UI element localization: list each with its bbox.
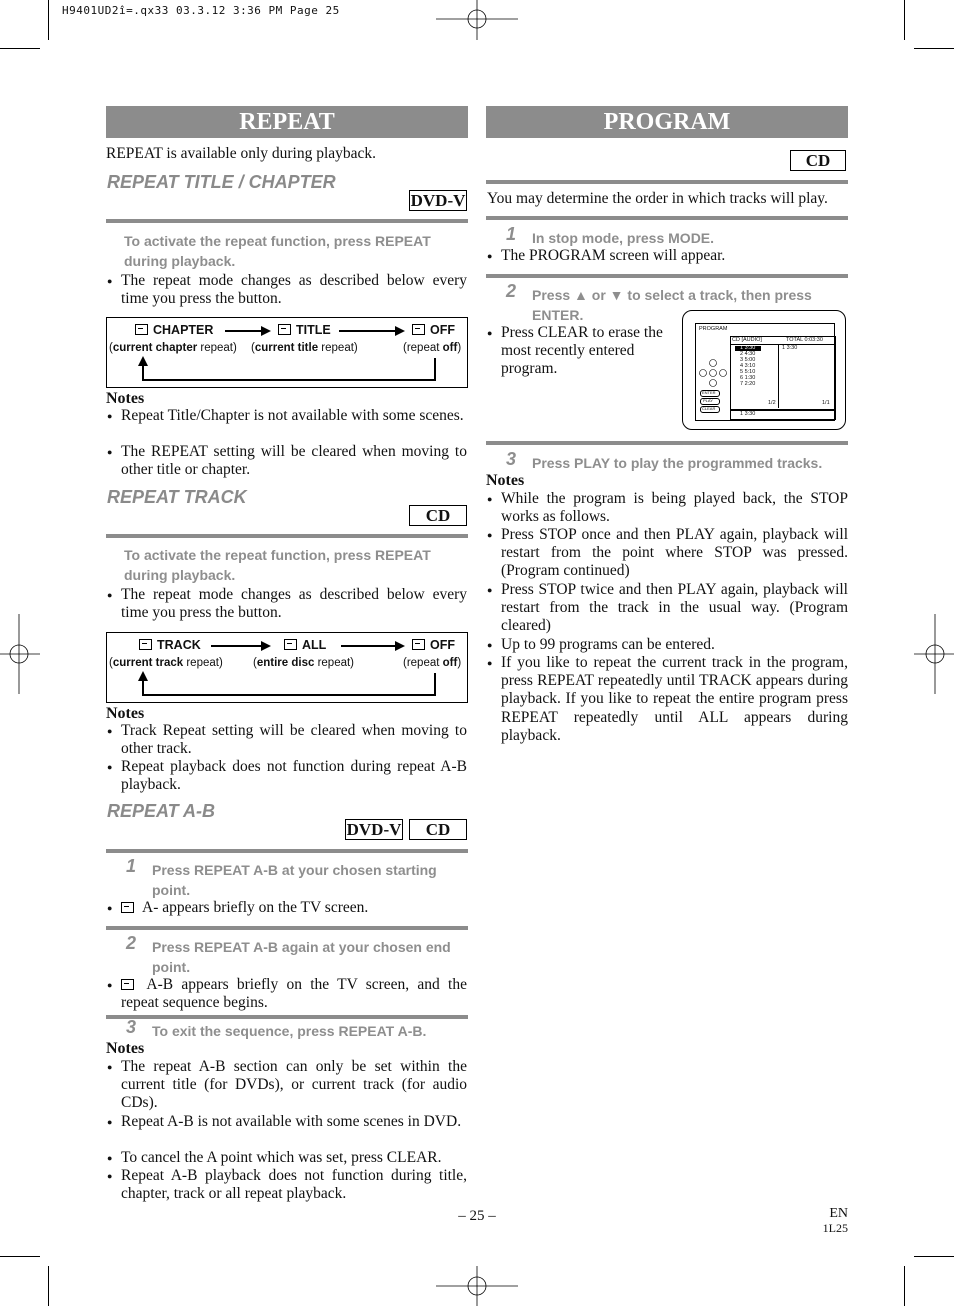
repeat-banner: REPEAT: [106, 106, 468, 138]
step-2: 2 Press REPEAT A-B again at your chosen end point.: [126, 933, 451, 975]
registration-mark: [436, 0, 518, 40]
registration-mark: [0, 614, 40, 694]
screen-display: [695, 323, 835, 421]
repeat-title-chapter-heading: REPEAT TITLE / CHAPTER: [107, 172, 336, 192]
mode-label-off: OFF: [412, 638, 455, 652]
notes-heading: Notes: [486, 472, 525, 489]
mode-label-title: TITLE: [278, 323, 331, 337]
track-row: 6 1:30: [740, 375, 756, 381]
note-item: ● Repeat A-B playback does not function during title, chapter, track or all repeat playback.: [107, 1167, 467, 1203]
section-rule: [486, 180, 848, 184]
track-row: 7 2:20: [740, 381, 756, 387]
cd-badge: CD: [790, 150, 846, 171]
screen-source: CD [AUDIO]: [732, 337, 762, 343]
note-item: ● Repeat playback does not function during repeat A-B playback.: [107, 758, 467, 794]
section-rule: [106, 1015, 468, 1019]
mode-desc-3: (repeat off): [403, 657, 462, 669]
track-row: 3 5:00: [740, 357, 756, 363]
repeat-icon: [121, 902, 134, 913]
step-instruction: To activate the repeat function, press REPEAT during playback.: [124, 233, 431, 269]
program-intro: You may determine the order in which tracks will play.: [487, 190, 828, 207]
step-1: 1 Press REPEAT A-B at your chosen starting point.: [126, 856, 437, 898]
note-item: ● To cancel the A point which was set, press CLEAR.: [107, 1149, 467, 1167]
program-banner: PROGRAM: [486, 106, 848, 138]
crop-mark: [914, 48, 954, 49]
bullet-item: ● A- appears briefly on the TV screen.: [107, 899, 467, 917]
section-rule: [486, 441, 848, 445]
note-item: ● Press STOP twice and then PLAY again, playback will restart from the track in the usual way. (Program cleared): [487, 581, 848, 636]
mode-label-all: ALL: [284, 638, 326, 652]
section-rule: [106, 926, 468, 930]
cd-badge: CD: [409, 505, 467, 526]
track-row: 5 5:10: [740, 369, 756, 375]
cursor-pad-icon: [698, 358, 728, 388]
section-rule: [106, 849, 468, 853]
note-item: ● Press STOP once and then PLAY again, playback will restart from the point where STOP was pressed. (Program continued): [487, 526, 848, 581]
note-item: ● Repeat A-B is not available with some scenes in DVD.: [107, 1113, 467, 1131]
print-slug: H9401UD2î=.qx33 03.3.12 3:36 PM Page 25: [62, 4, 340, 17]
page-indicator-right: 1/1: [822, 400, 830, 406]
step-1: 1 In stop mode, press MODE.: [506, 224, 715, 246]
dvd-v-badge: DVD-V: [346, 820, 402, 839]
mode-desc-3: (repeat off): [403, 342, 462, 354]
bullet-item: ● A-B appears briefly on the TV screen, and the repeat sequence begins.: [107, 976, 467, 1012]
notes-heading: Notes: [106, 1040, 145, 1057]
program-screen-illustration: [682, 310, 846, 430]
section-rule: [486, 216, 848, 220]
step-3: 3 To exit the sequence, press REPEAT A-B.: [126, 1017, 427, 1039]
crop-mark: [0, 1256, 40, 1257]
section-rule: [106, 534, 468, 538]
repeat-ab-heading: REPEAT A-B: [107, 801, 215, 821]
crop-mark: [48, 0, 49, 40]
repeat-track-heading: REPEAT TRACK: [107, 487, 247, 507]
screen-total: TOTAL 0:03:30: [786, 337, 823, 343]
track-row: 1 3:30: [740, 345, 756, 351]
notes-heading: Notes: [106, 390, 145, 407]
note-item: ● Track Repeat setting will be cleared when moving to other track.: [107, 722, 467, 758]
note-item: ● While the program is being played back, the STOP works as follows.: [487, 490, 848, 526]
section-rule: [106, 219, 468, 223]
crop-mark: [904, 0, 905, 40]
bullet-item: ● The repeat mode changes as described below every time you press the button.: [107, 586, 467, 622]
track-row: 4 3:10: [740, 363, 756, 369]
step-3: 3 Press PLAY to play the programmed tracks.: [506, 449, 823, 471]
track-row: 2 4:30: [740, 351, 756, 357]
mode-label-off: OFF: [412, 323, 455, 337]
page-indicator-left: 1/2: [768, 400, 776, 406]
page-number: – 25 –: [458, 1208, 496, 1224]
enter-key-label: ENTER: [702, 390, 716, 395]
note-item: ● Repeat Title/Chapter is not available with some scenes.: [107, 407, 467, 425]
section-rule: [486, 274, 848, 278]
repeat-mode-diagram-track: [106, 632, 468, 703]
repeat-icon: [121, 979, 134, 990]
loop-arrow-icon: [107, 633, 467, 702]
step-2: 2 Press ▲ or ▼ to select a track, then press ENTER.: [506, 281, 812, 323]
repeat-intro: REPEAT is available only during playback.: [106, 145, 377, 162]
bullet-item: ● The PROGRAM screen will appear.: [487, 247, 847, 265]
cd-badge: CD: [409, 819, 467, 840]
selected-track: 1 3:30: [740, 411, 756, 417]
note-item: ● Up to 99 programs can be entered.: [487, 636, 848, 654]
mode-desc-2: (current title repeat): [251, 342, 358, 354]
crop-mark: [904, 1266, 905, 1306]
mode-desc-1: (current chapter repeat): [109, 342, 237, 354]
language-code: EN: [829, 1206, 848, 1221]
loop-arrow-icon: [107, 318, 467, 387]
dvd-v-badge: DVD-V: [410, 191, 466, 210]
bullet-item: ● Press CLEAR to erase the most recently entered program.: [487, 324, 691, 379]
registration-mark: [914, 614, 954, 694]
registration-mark: [436, 1266, 518, 1306]
step-instruction: To activate the repeat function, press REPEAT during playback.: [124, 547, 431, 583]
notes-heading: Notes: [106, 705, 145, 722]
play-key-label: PLAY: [703, 398, 713, 403]
program-entry: 1 3:30: [782, 345, 798, 351]
clear-key-label: CLEAR: [702, 406, 716, 411]
note-item: ● If you like to repeat the current track in the program, press REPEAT repeatedly until TRACK appears during playback. If you like to repeat the entire program press REPEAT repeatedly until ALL appears during playback.: [487, 654, 848, 745]
mode-desc-2: (entire disc repeat): [253, 657, 355, 669]
crop-mark: [48, 1266, 49, 1306]
bullet-item: ● The repeat mode changes as described below every time you press the button.: [107, 272, 467, 308]
mode-label-chapter: CHAPTER: [135, 323, 213, 337]
crop-mark: [0, 48, 40, 49]
mode-label-track: TRACK: [139, 638, 201, 652]
crop-mark: [914, 1256, 954, 1257]
note-item: ● The REPEAT setting will be cleared when moving to other title or chapter.: [107, 443, 467, 479]
repeat-mode-diagram-title: [106, 317, 468, 388]
mode-desc-1: (current track repeat): [109, 657, 223, 669]
note-item: ● The repeat A-B section can only be set within the current title (for DVDs), or current track (for audio CDs).: [107, 1058, 467, 1113]
document-code: 1L25: [822, 1221, 848, 1235]
screen-title: PROGRAM: [699, 326, 728, 332]
